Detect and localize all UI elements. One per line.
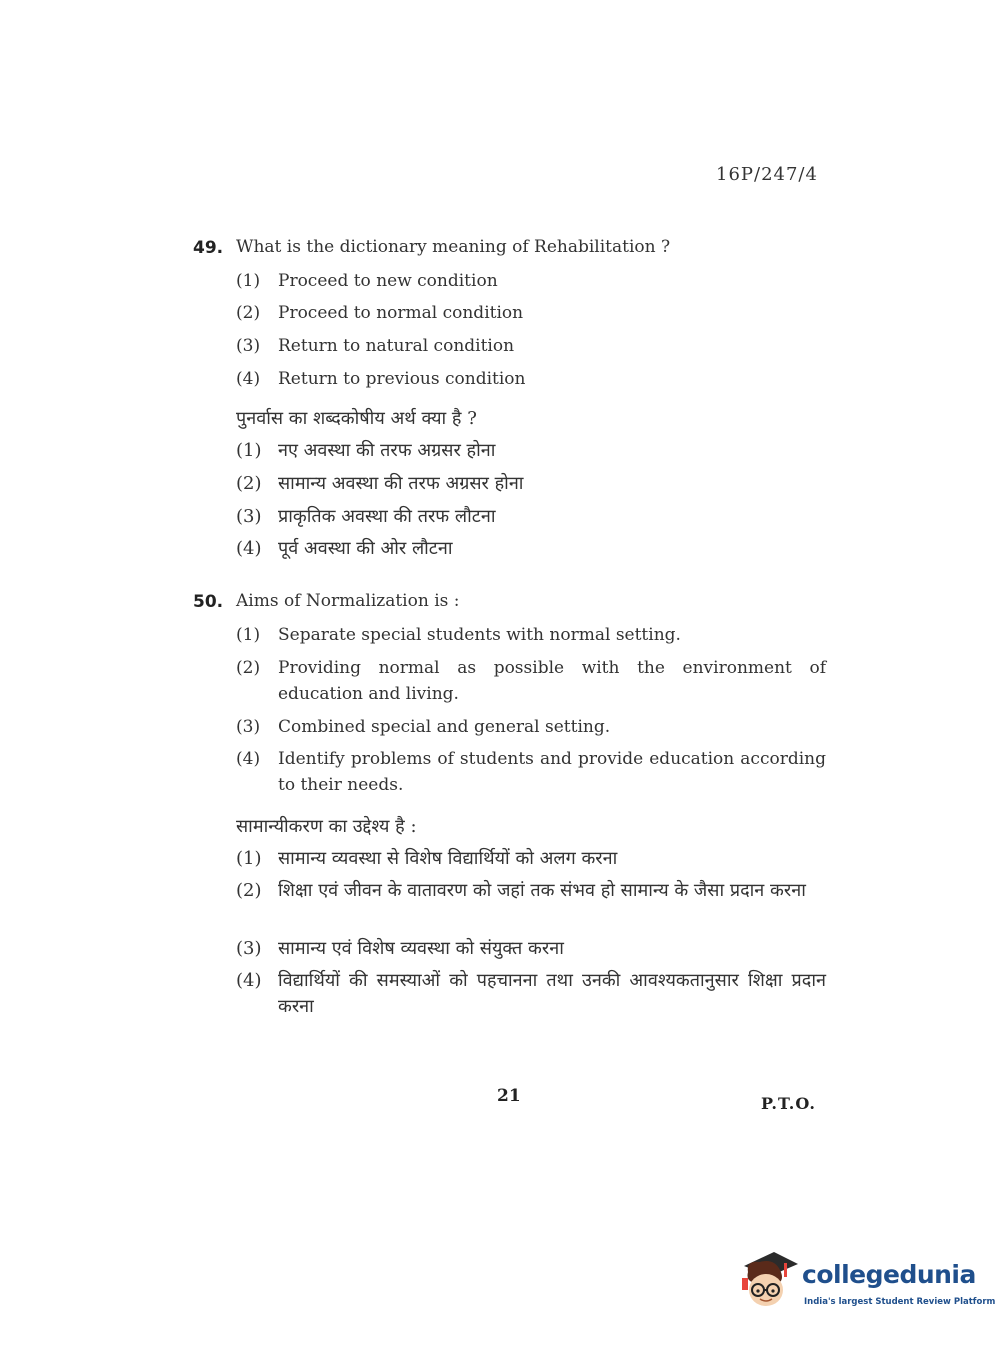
q50-option-3	[236, 714, 826, 740]
question-50-text: Aims of Normalization is :	[236, 591, 460, 611]
q49-option-4	[236, 366, 826, 392]
option-text: सामान्य व्यवस्था से विशेष विद्यार्थियों को अलग करना	[278, 848, 618, 869]
option-text: Proceed to new condition	[278, 271, 498, 291]
pto-label: P.T.O.	[761, 1094, 816, 1113]
option-text: विद्यार्थियों की समस्याओं को पहचानना तथा उनकी आवश्यकतानुसार शिक्षा प्रदान करना	[278, 970, 826, 1017]
question-49-number: 49.	[193, 238, 224, 258]
option-number: (1)	[236, 848, 262, 869]
option-text: Identify problems of students and provide education according to their needs.	[278, 749, 826, 795]
option-number: (2)	[236, 880, 262, 901]
brand-tagline: India's largest Student Review Platform	[804, 1297, 996, 1307]
q50-option-1	[236, 622, 826, 648]
question-49-text: What is the dictionary meaning of Rehabilitation ?	[236, 237, 671, 257]
q49-hindi-option-1	[236, 438, 826, 464]
option-number: (3)	[236, 506, 262, 527]
option-text: नए अवस्था की तरफ अग्रसर होना	[278, 440, 496, 461]
option-number: (4)	[236, 749, 261, 769]
option-number: (1)	[236, 271, 261, 291]
q49-hindi-option-4	[236, 536, 826, 562]
q50-hindi-option-1	[236, 846, 826, 872]
option-text: Combined special and general setting.	[278, 717, 611, 737]
option-text: Return to natural condition	[278, 336, 515, 356]
option-number: (2)	[236, 658, 261, 678]
q50-option-4	[236, 746, 826, 798]
q50-option-2	[236, 655, 826, 707]
option-number: (3)	[236, 717, 261, 737]
option-number: (2)	[236, 303, 261, 323]
option-text: सामान्य अवस्था की तरफ अग्रसर होना	[278, 473, 524, 494]
option-number: (4)	[236, 369, 261, 389]
option-text: सामान्य एवं विशेष व्यवस्था को संयुक्त करना	[278, 938, 564, 959]
collegedunia-logo	[740, 1248, 996, 1318]
option-text: शिक्षा एवं जीवन के वातावरण को जहां तक संभव हो सामान्य के जैसा प्रदान करना	[278, 880, 806, 901]
page-number: 21	[497, 1086, 521, 1106]
option-text: Separate special students with normal setting.	[278, 625, 681, 645]
q49-hindi-option-3	[236, 504, 826, 530]
q50-hindi-option-2	[236, 878, 826, 904]
question-50-hindi-text: सामान्यीकरण का उद्देश्य है :	[236, 816, 417, 837]
q49-hindi-option-2	[236, 471, 826, 497]
q50-hindi-option-3	[236, 936, 826, 962]
question-50-number: 50.	[193, 592, 224, 612]
option-number: (1)	[236, 625, 261, 645]
brand-name: collegedunia	[802, 1260, 976, 1289]
option-text: प्राकृतिक अवस्था की तरफ लौटना	[278, 506, 496, 527]
q50-hindi-option-4	[236, 968, 826, 1020]
q49-option-2	[236, 300, 826, 326]
question-49-hindi-text: पुनर्वास का शब्दकोषीय अर्थ क्या है ?	[236, 408, 477, 429]
q49-option-1	[236, 268, 826, 294]
mascot-icon	[740, 1248, 800, 1314]
option-number: (3)	[236, 336, 261, 356]
option-number: (2)	[236, 473, 262, 494]
option-number: (4)	[236, 970, 262, 991]
q49-option-3	[236, 333, 826, 359]
option-text: Providing normal as possible with the environment of education and living.	[278, 658, 826, 704]
paper-code: 16P/247/4	[716, 164, 818, 185]
option-number: (4)	[236, 538, 262, 559]
option-text: Proceed to normal condition	[278, 303, 524, 323]
option-text: Return to previous condition	[278, 369, 526, 389]
option-number: (1)	[236, 440, 262, 461]
option-number: (3)	[236, 938, 262, 959]
option-text: पूर्व अवस्था की ओर लौटना	[278, 538, 453, 559]
